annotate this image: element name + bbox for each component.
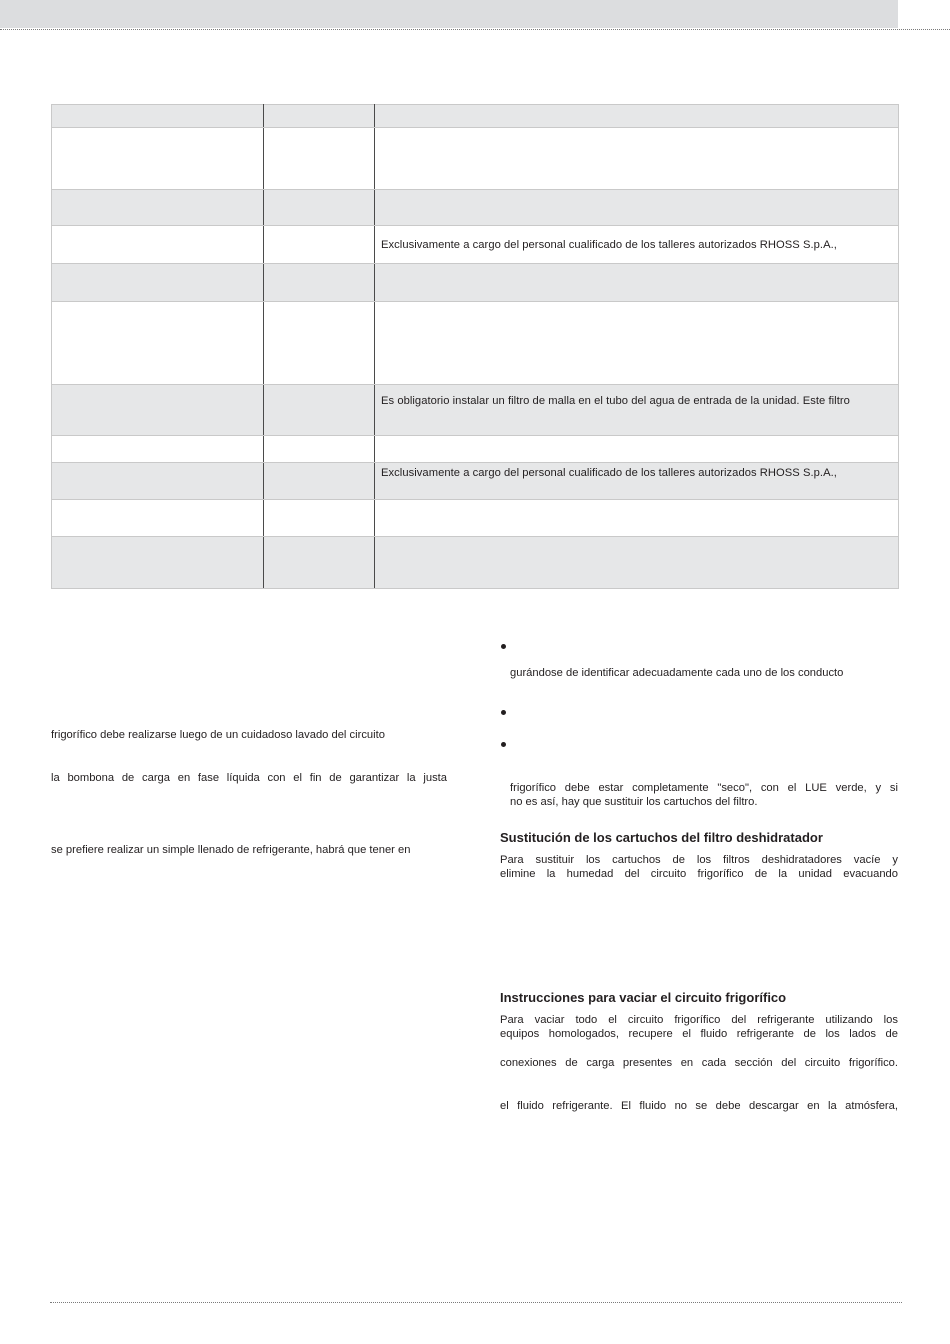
table-row — [52, 128, 899, 190]
table-cell — [52, 436, 264, 463]
table-cell — [264, 537, 375, 589]
table-row — [52, 463, 899, 500]
body-text-line: Para sustituir los cartuchos de los filtros deshidratadores vacíe y — [500, 854, 898, 866]
table-row — [52, 302, 899, 385]
body-text-line: se prefiere realizar un simple llenado de refrigerante, habrá que tener en — [51, 844, 411, 856]
table-cell — [264, 226, 375, 264]
table-cell — [264, 105, 375, 128]
table-cell — [264, 264, 375, 302]
table-cell — [264, 190, 375, 226]
table-cell — [264, 436, 375, 463]
table-cell — [375, 264, 899, 302]
table-row — [52, 226, 899, 264]
body-text-line: Para vaciar todo el circuito frigorífico del refrigerante utilizando los — [500, 1014, 898, 1026]
body-text-line: no es así, hay que sustituir los cartuchos del filtro. — [510, 796, 758, 808]
table-cell: Exclusivamente a cargo del personal cualificado de los talleres autorizados RHOSS S.p.A., — [375, 463, 899, 500]
table-cell — [52, 537, 264, 589]
table-row — [52, 105, 899, 128]
body-text-line: la bombona de carga en fase líquida con el fin de garantizar la justa — [51, 772, 447, 784]
table-cell — [264, 302, 375, 385]
section-heading: Instrucciones para vaciar el circuito frigorífico — [500, 990, 787, 1005]
table-cell — [52, 500, 264, 537]
page-header-bar — [0, 0, 898, 28]
table-row — [52, 190, 899, 226]
table-cell — [52, 105, 264, 128]
table-cell — [375, 190, 899, 226]
table-cell — [264, 128, 375, 190]
table-row — [52, 385, 899, 436]
body-text-line: el fluido refrigerante. El fluido no se debe descargar en la atmósfera, — [500, 1100, 898, 1112]
body-text-line: elimine la humedad del circuito frigorífico de la unidad evacuando — [500, 868, 898, 880]
body-text-line: equipos homologados, recupere el fluido refrigerante de los lados de — [500, 1028, 898, 1040]
table-cell — [52, 264, 264, 302]
body-text-line: frigorífico debe estar completamente "seco", con el LUE verde, y si — [510, 782, 898, 794]
table-cell — [52, 385, 264, 436]
table-cell — [264, 463, 375, 500]
table-row — [52, 537, 899, 589]
table-row — [52, 436, 899, 463]
table-cell — [52, 302, 264, 385]
bullet-icon — [501, 710, 506, 715]
header-divider — [0, 29, 950, 30]
body-text-line: conexiones de carga presentes en cada sección del circuito frigorífico. — [500, 1057, 898, 1069]
table-row — [52, 500, 899, 537]
table-cell: Es obligatorio instalar un filtro de malla en el tubo del agua de entrada de la unidad. Este filtro — [375, 385, 899, 436]
table-cell — [264, 500, 375, 537]
body-text-line: frigorífico debe realizarse luego de un cuidadoso lavado del circuito — [51, 729, 385, 741]
bullet-icon — [501, 742, 506, 747]
table-cell — [375, 105, 899, 128]
table-cell — [375, 537, 899, 589]
table-cell — [375, 500, 899, 537]
table-cell: Exclusivamente a cargo del personal cualificado de los talleres autorizados RHOSS S.p.A., — [375, 226, 899, 264]
footer-divider — [50, 1302, 902, 1303]
table-cell — [52, 190, 264, 226]
table-cell — [52, 463, 264, 500]
bullet-icon — [501, 644, 506, 649]
table-row — [52, 264, 899, 302]
table-cell — [52, 226, 264, 264]
table-cell — [375, 436, 899, 463]
table-cell — [264, 385, 375, 436]
table-cell — [375, 128, 899, 190]
table-cell — [52, 128, 264, 190]
body-text-line: gurándose de identificar adecuadamente cada uno de los conducto — [510, 667, 844, 679]
table-cell — [375, 302, 899, 385]
section-heading: Sustitución de los cartuchos del filtro deshidratador — [500, 830, 823, 845]
maintenance-table — [51, 104, 899, 589]
